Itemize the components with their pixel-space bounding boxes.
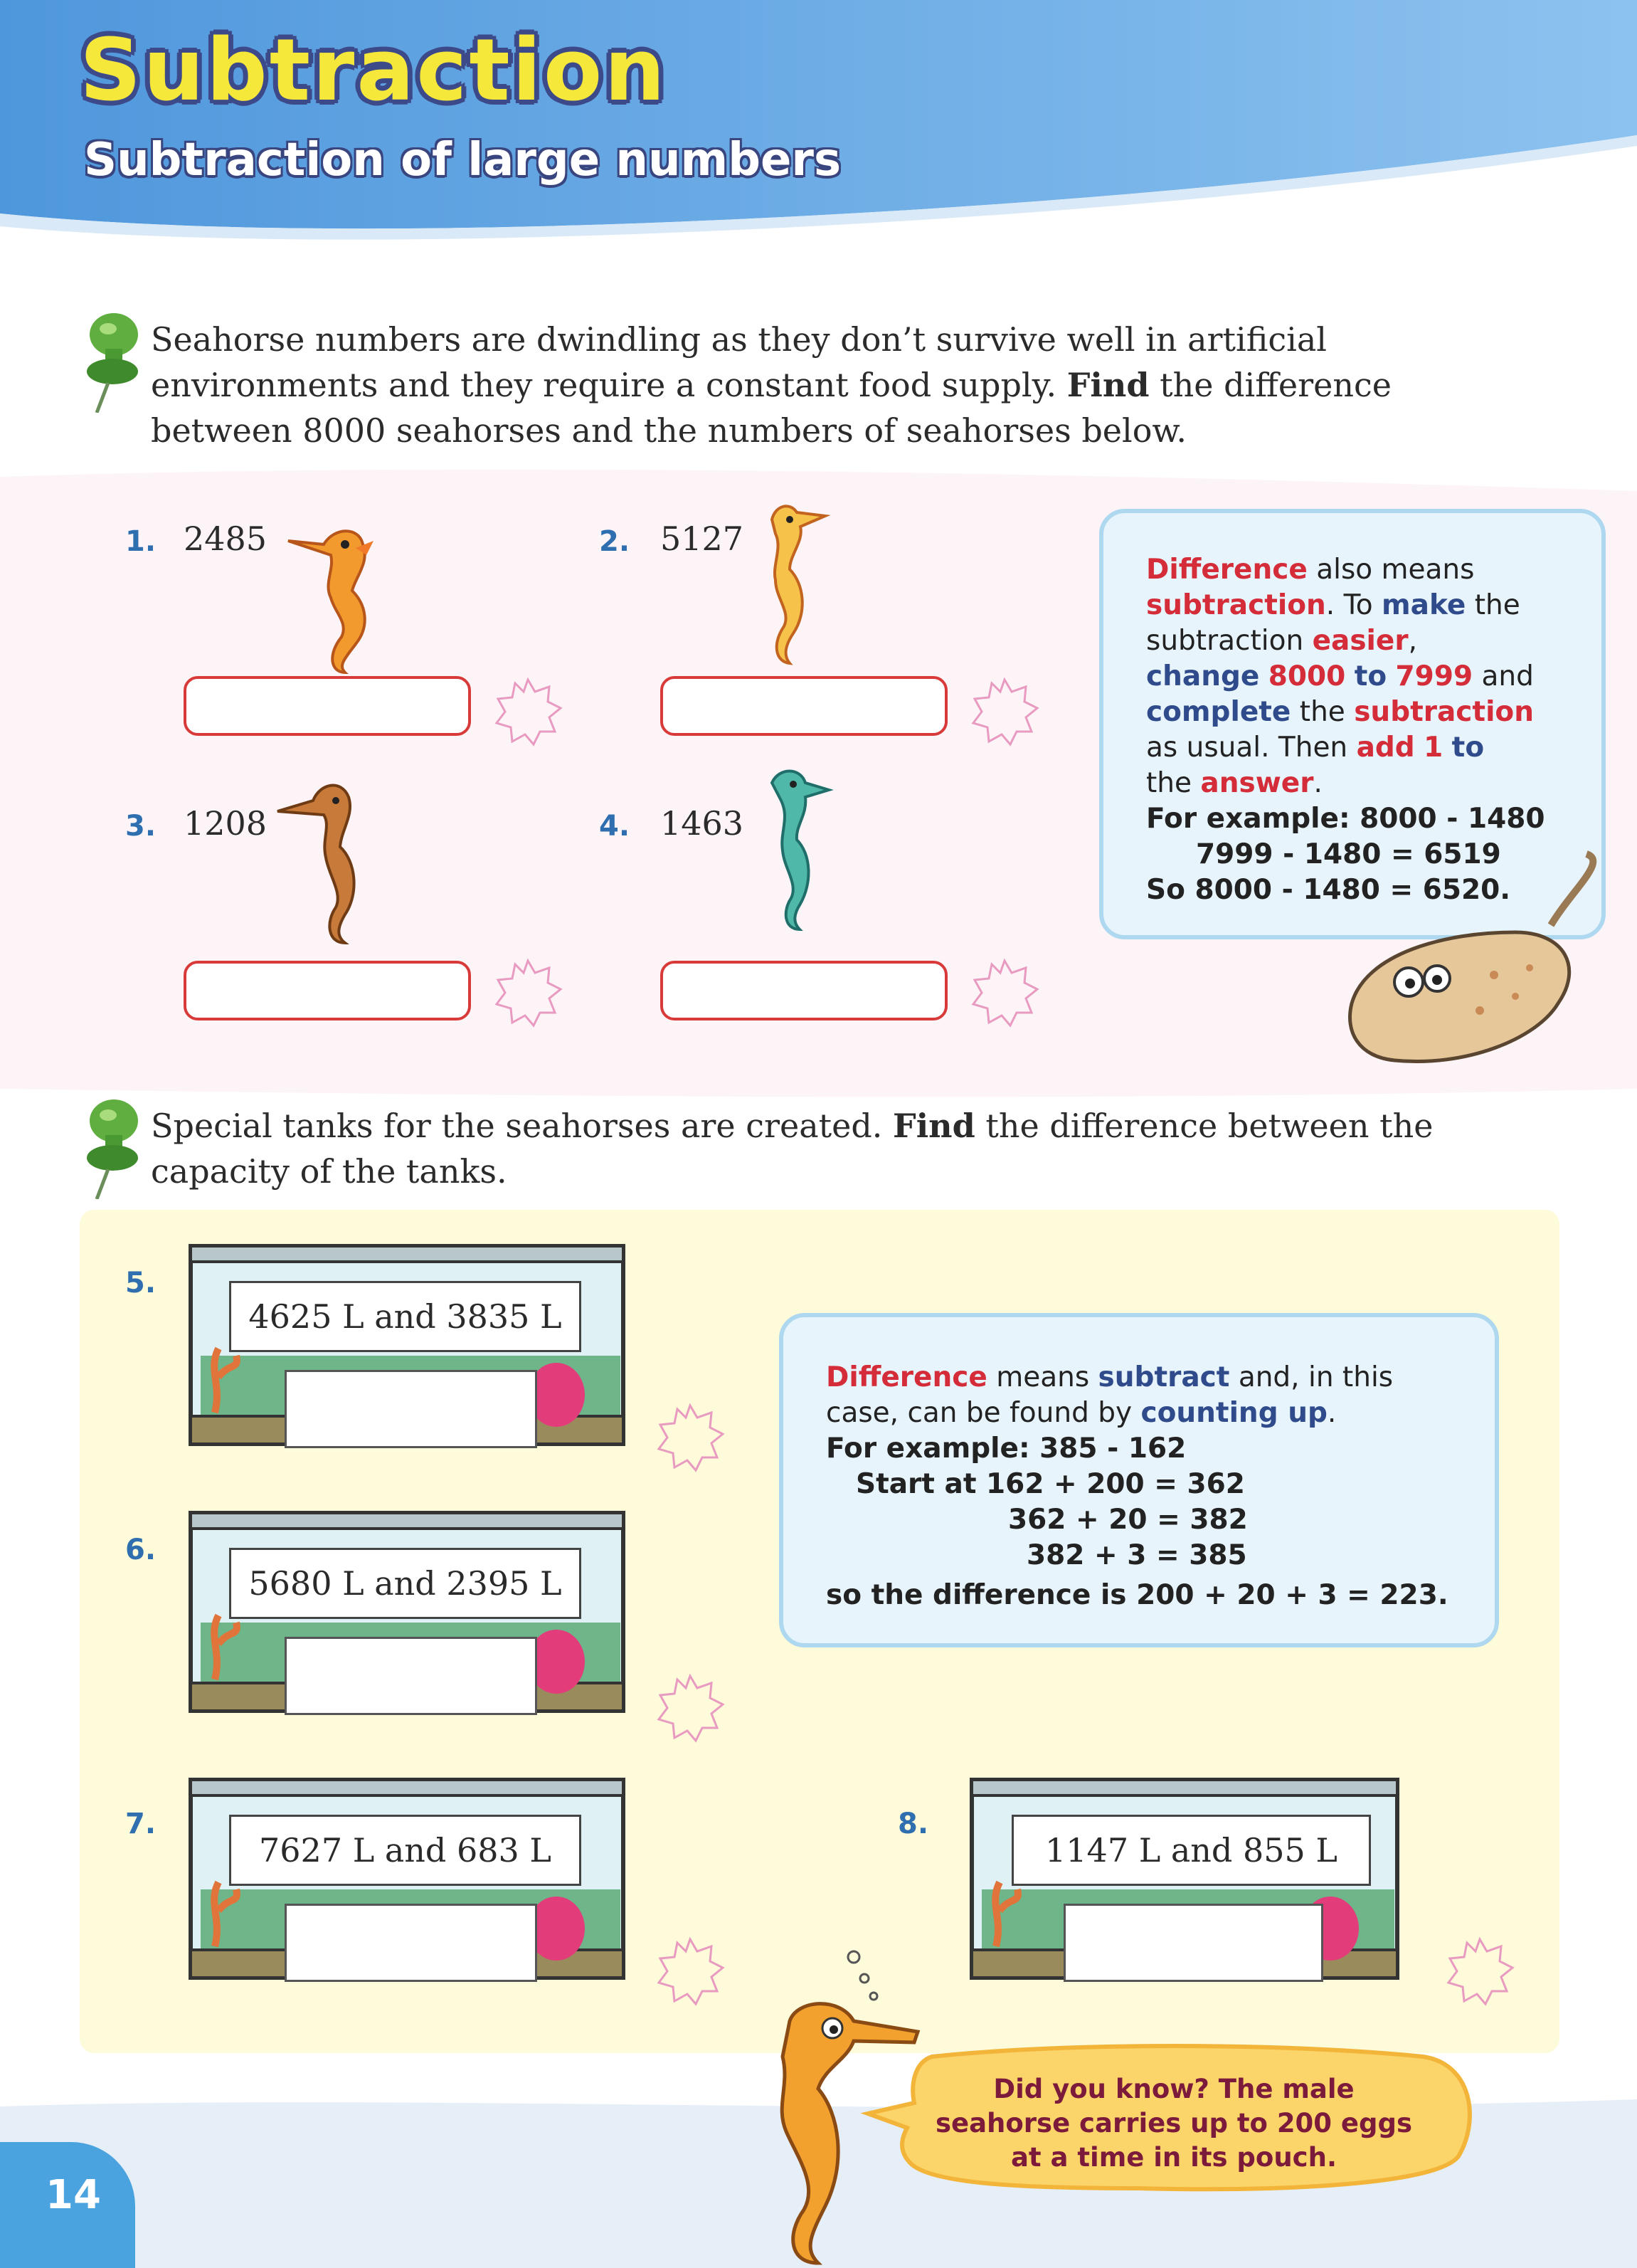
tip-keyword: make: [1382, 589, 1466, 621]
fact-text: [918, 2072, 1430, 2175]
tip-line: [1146, 766, 1601, 801]
tank-capacity-label: 5680 L and 2395 L: [229, 1548, 581, 1619]
page-subtitle: Subtraction of large numbers: [84, 134, 842, 186]
question-value: 1463: [660, 804, 744, 843]
tip-example: 7999 - 1480 = 6519: [1196, 838, 1501, 870]
tip-keyword: 7999: [1395, 660, 1473, 692]
tip-text: ,: [1408, 625, 1418, 657]
instruction-text: Special tanks for the seahorses are created.: [151, 1107, 883, 1145]
tip-line: [1146, 695, 1601, 730]
tip-text: . To: [1325, 589, 1373, 621]
answer-box-1[interactable]: [184, 676, 471, 736]
question-number: 8.: [898, 1808, 929, 1840]
page-title: Subtraction: [80, 21, 667, 120]
tip-text: the: [1474, 589, 1520, 621]
star-score-icon: [969, 957, 1040, 1028]
question-number: 2.: [599, 525, 630, 558]
question-number: 7.: [125, 1808, 157, 1840]
answer-box-8[interactable]: [1064, 1904, 1323, 1982]
tip-text: and, in this: [1238, 1361, 1394, 1393]
star-score-icon: [492, 957, 563, 1028]
tank-capacity-label: 7627 L and 683 L: [229, 1815, 581, 1886]
fact-line: Did you know? The male: [993, 2074, 1355, 2104]
answer-box-4[interactable]: [660, 961, 948, 1020]
answer-box-6[interactable]: [285, 1637, 537, 1715]
instruction-keyword: Find: [1066, 366, 1150, 404]
answer-box-3[interactable]: [184, 961, 471, 1020]
tip-line: [1146, 588, 1601, 623]
answer-box-2[interactable]: [660, 676, 948, 736]
tip-keyword: to: [1451, 732, 1485, 764]
tip-line: [826, 1396, 1495, 1431]
tank-capacity-label: 1147 L and 855 L: [1012, 1815, 1371, 1886]
star-score-icon: [1444, 1936, 1515, 2007]
tip-example: Start at 162 + 200 = 362: [856, 1468, 1245, 1500]
seahorse-brown-illustration: [270, 761, 377, 946]
tip-keyword: Difference: [826, 1361, 987, 1393]
page-number: 14: [46, 2172, 101, 2218]
tip-keyword: change: [1146, 660, 1260, 692]
answer-box-5[interactable]: [285, 1370, 537, 1448]
tip-box-counting-up: [779, 1313, 1499, 1647]
pushpin-icon: [71, 306, 149, 413]
seahorse-orange-illustration: [274, 512, 395, 676]
tip-keyword: Difference: [1146, 554, 1308, 586]
tip-keyword: subtraction: [1146, 589, 1326, 621]
star-score-icon: [969, 676, 1040, 747]
tip-line: [1146, 623, 1601, 659]
star-score-icon: [655, 1402, 726, 1473]
instruction-tanks: [151, 1103, 1503, 1194]
question-number: 3.: [125, 810, 157, 843]
tip-keyword: add: [1356, 732, 1415, 764]
tip-line: [1146, 730, 1601, 766]
tip-keyword: complete: [1146, 696, 1291, 728]
question-value: 1208: [184, 804, 267, 843]
tip-example: For example: 385 - 162: [826, 1433, 1187, 1465]
instruction-text: Seahorse numbers are dwindling as they don’t survive well in artificial environments and they require a constant food supply.: [151, 320, 1328, 404]
tip-text: case, can be found by: [826, 1397, 1133, 1429]
instruction-text-end: the difference between 8000 seahorses and the numbers of seahorses below.: [151, 366, 1392, 450]
tip-keyword: counting up: [1140, 1397, 1328, 1429]
tip-text: means: [996, 1361, 1090, 1393]
star-score-icon: [492, 676, 563, 747]
star-score-icon: [655, 1672, 726, 1744]
fact-line: seahorse carries up to 200 eggs: [935, 2108, 1413, 2138]
tip-keyword: easier: [1312, 625, 1409, 657]
fact-line: at a time in its pouch.: [1010, 2142, 1337, 2173]
tip-keyword: 1: [1424, 732, 1443, 764]
tip-example: so the difference is 200 + 20 + 3 = 223.: [826, 1579, 1448, 1611]
pushpin-icon: [71, 1092, 149, 1199]
instruction-keyword: Find: [893, 1107, 975, 1145]
question-number: 6.: [125, 1534, 157, 1566]
instruction-text-end: the difference between the capacity of the tanks.: [151, 1107, 1434, 1191]
question-number: 5.: [125, 1267, 157, 1299]
answer-box-7[interactable]: [285, 1904, 537, 1982]
question-value: 5127: [660, 519, 744, 558]
tip-example: So 8000 - 1480 = 6520.: [1146, 874, 1511, 906]
tip-text: .: [1313, 767, 1323, 799]
tip-text: the: [1146, 767, 1192, 799]
tip-example: 382 + 3 = 385: [1027, 1539, 1247, 1571]
tip-line: [1146, 552, 1601, 588]
tip-keyword: subtract: [1098, 1361, 1230, 1393]
tip-text: as usual. Then: [1146, 732, 1348, 764]
tip-text: also means: [1316, 554, 1475, 586]
tip-text: the: [1299, 696, 1345, 728]
question-number: 1.: [125, 525, 157, 558]
tip-keyword: 8000: [1268, 660, 1346, 692]
tip-line: [826, 1360, 1495, 1396]
tip-keyword: subtraction: [1354, 696, 1534, 728]
tip-example: 362 + 20 = 382: [1008, 1504, 1248, 1536]
question-value: 2485: [184, 519, 267, 558]
stingray-illustration: [1337, 847, 1636, 1089]
tank-capacity-label: 4625 L and 3835 L: [229, 1281, 581, 1352]
seahorse-yellow-illustration: [733, 498, 839, 669]
tip-text: and: [1481, 660, 1534, 692]
tip-text: subtraction: [1146, 625, 1304, 657]
tip-text: .: [1327, 1397, 1337, 1429]
instruction-seahorses: [151, 317, 1503, 453]
tip-line: [1146, 659, 1601, 695]
question-number: 4.: [599, 810, 630, 843]
tip-keyword: to: [1354, 660, 1387, 692]
tip-example: For example: 8000 - 1480: [1146, 803, 1545, 835]
seahorse-teal-illustration: [740, 761, 839, 932]
tip-keyword: answer: [1200, 767, 1314, 799]
